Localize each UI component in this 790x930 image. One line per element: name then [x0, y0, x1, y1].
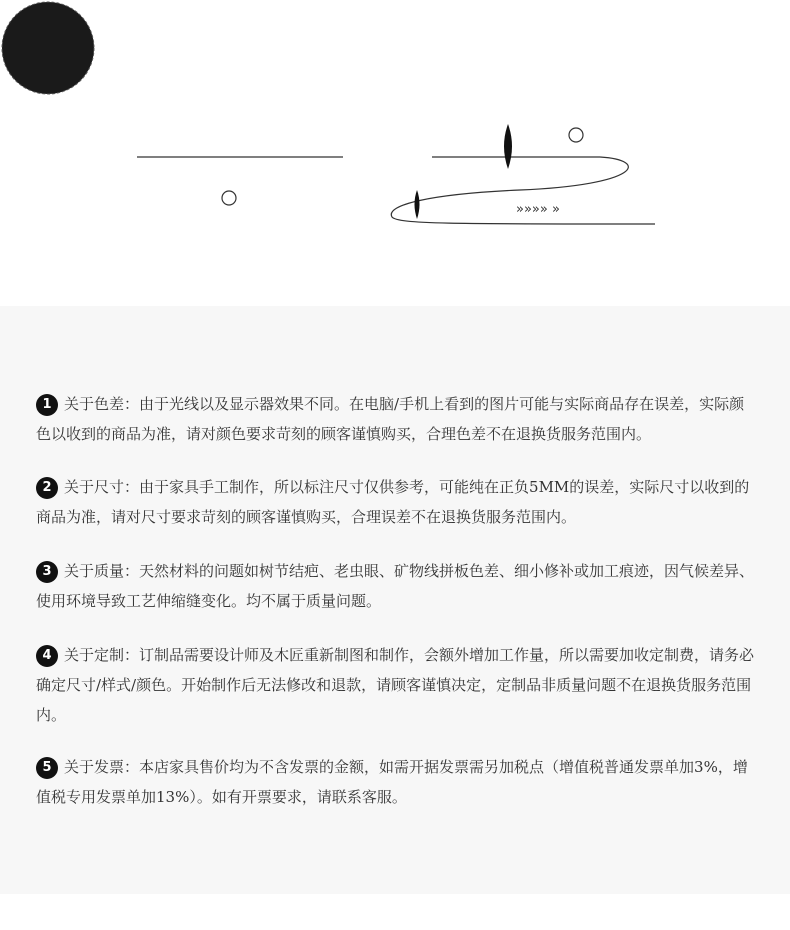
title-line-1: 温馨	[359, 101, 418, 134]
number-badge: 3	[36, 561, 58, 583]
notice-text: 订制品需要设计师及木匠重新制图和制作，会额外增加工作量，所以需要加收定制费，请务必确定尺寸/样式/颜色。开始制作后无法修改和退款，请顾客谨慎决定，定制品非质量问题不在退换货服务范围内。	[36, 646, 755, 724]
circle-left-icon	[222, 191, 236, 205]
leaf-small-icon	[415, 190, 420, 219]
notice-colon: ：	[124, 646, 140, 664]
notice-text: 由于光线以及显示器效果不同。在电脑/手机上看到的图片可能与实际商品存在误差，实际颜色以收到的商品为准，请对颜色要求苛刻的顾客谨慎购买，合理色差不在退换货服务范围内。	[36, 395, 745, 443]
notice-colon: ：	[124, 478, 140, 496]
notice-item	[36, 472, 758, 532]
notice-item	[36, 752, 758, 812]
notice-label: 关于定制	[64, 646, 125, 664]
notice-colon: ：	[124, 562, 140, 580]
notice-item	[36, 640, 758, 730]
arrows-icon: »»»» »	[516, 202, 560, 217]
notice-label: 关于色差	[64, 395, 125, 413]
notice-item	[36, 389, 758, 449]
number-badge: 5	[36, 757, 58, 779]
notice-label: 关于质量	[64, 562, 125, 580]
notice-label: 关于尺寸	[64, 478, 125, 496]
leaf-large-icon	[504, 124, 512, 169]
notice-item	[36, 556, 758, 616]
notice-text: 本店家具售价均为不含发票的金额，如需开据发票需另加税点（增值税普通发票单加3%，增值税专用发票单加13%）。如有开票要求，请联系客服。	[36, 758, 748, 806]
number-badge: 2	[36, 477, 58, 499]
notice-colon: ：	[124, 758, 140, 776]
number-badge: 1	[36, 394, 58, 416]
page-title	[341, 101, 437, 167]
title-badge	[0, 0, 96, 96]
title-line-2: 提示	[359, 134, 418, 167]
notice-label: 关于发票	[64, 758, 125, 776]
notice-colon: ：	[124, 395, 140, 413]
notice-text: 天然材料的问题如树节结疤、老虫眼、矿物线拼板色差、细小修补或加工痕迹，因气候差异、使用环境导致工艺伸缩缝变化。均不属于质量问题。	[36, 562, 755, 610]
number-badge: 4	[36, 645, 58, 667]
circle-right-icon	[569, 128, 583, 142]
notice-text: 由于家具手工制作，所以标注尺寸仅供参考，可能纯在正负5MM的误差，实际尺寸以收到的商品为准，请对尺寸要求苛刻的顾客谨慎购买，合理误差不在退换货服务范围内。	[36, 478, 750, 526]
notice-panel	[0, 306, 790, 894]
header-decoration	[0, 0, 790, 300]
